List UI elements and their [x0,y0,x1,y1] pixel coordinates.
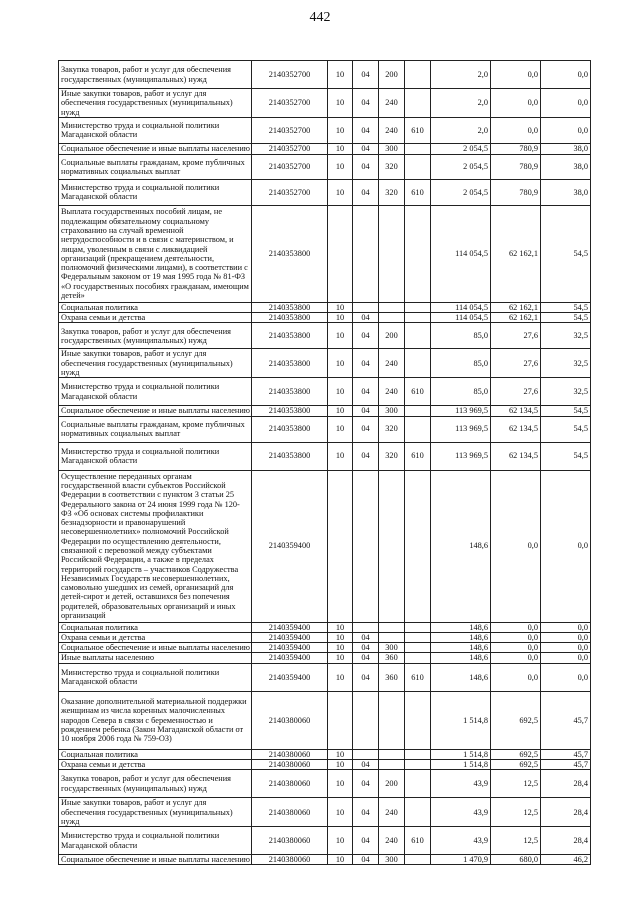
row-name: Министерство труда и социальной политики Магаданской области [59,378,252,406]
executed-amount: 12,5 [491,798,541,827]
row-name: Министерство труда и социальной политики Магаданской области [59,442,252,470]
execution-percent: 0,0 [541,117,591,143]
planned-amount: 1 514,8 [431,749,491,759]
execution-percent: 54,5 [541,313,591,323]
subsection-code: 04 [353,643,379,653]
execution-percent: 32,5 [541,378,591,406]
target-article-code: 2140359400 [252,653,328,663]
planned-amount: 85,0 [431,349,491,378]
target-article-code: 2140359400 [252,643,328,653]
table-row [59,749,591,759]
administrator-code: 610 [405,378,431,406]
target-article-code: 2140353800 [252,313,328,323]
planned-amount: 2,0 [431,117,491,143]
execution-percent: 54,5 [541,416,591,442]
planned-amount: 148,6 [431,643,491,653]
table-row [59,663,591,691]
table-row [59,691,591,749]
planned-amount: 1 514,8 [431,759,491,769]
row-name: Закупка товаров, работ и услуг для обеспечения государственных (муниципальных) нужд [59,61,252,89]
subsection-code: 04 [353,442,379,470]
planned-amount: 113 969,5 [431,416,491,442]
executed-amount: 0,0 [491,663,541,691]
execution-percent: 0,0 [541,643,591,653]
subsection-code: 04 [353,154,379,179]
expense-type-code [379,749,405,759]
section-code [328,470,353,622]
row-name: Социальная политика [59,622,252,632]
planned-amount: 113 969,5 [431,442,491,470]
section-code: 10 [328,89,353,118]
expense-type-code: 240 [379,378,405,406]
expense-type-code: 320 [379,416,405,442]
section-code: 10 [328,442,353,470]
execution-percent: 32,5 [541,323,591,349]
administrator-code [405,205,431,302]
table-row [59,653,591,663]
execution-percent: 38,0 [541,154,591,179]
table-row [59,759,591,769]
administrator-code [405,770,431,798]
executed-amount: 0,0 [491,117,541,143]
row-name: Иные закупки товаров, работ и услуг для обеспечения государственных (муниципальных) нужд [59,798,252,827]
table-row [59,205,591,302]
subsection-code [353,302,379,312]
executed-amount: 0,0 [491,643,541,653]
administrator-code [405,313,431,323]
table-row [59,827,591,855]
planned-amount: 2 054,5 [431,143,491,154]
row-name: Иные выплаты населению [59,653,252,663]
subsection-code: 04 [353,143,379,154]
subsection-code: 04 [353,179,379,205]
section-code: 10 [328,827,353,855]
section-code: 10 [328,622,353,632]
executed-amount: 12,5 [491,770,541,798]
table-row [59,770,591,798]
expense-type-code: 300 [379,143,405,154]
section-code: 10 [328,770,353,798]
planned-amount: 2,0 [431,89,491,118]
subsection-code: 04 [353,349,379,378]
planned-amount: 2 054,5 [431,179,491,205]
section-code: 10 [328,349,353,378]
target-article-code: 2140353800 [252,378,328,406]
row-name: Оказание дополнительной материальной поддержки женщинам из числа коренных малочисленных народов Севера в связи с беременностью и рождением ребенка (Закон Магаданской области от 10 ноября 2006 года № 759-ОЗ) [59,691,252,749]
executed-amount: 0,0 [491,89,541,118]
execution-percent: 28,4 [541,798,591,827]
row-name: Социальная политика [59,302,252,312]
expense-type-code: 240 [379,827,405,855]
planned-amount: 148,6 [431,663,491,691]
planned-amount: 2,0 [431,61,491,89]
row-name: Осуществление переданных органам государственной власти субъектов Российской Федерации в соответствии с пунктом 3 статьи 25 Федерального закона от 24 июня 1999 года № 120-ФЗ «Об основах системы профилактики безнадзорности и правонарушений несовершеннолетних» полномочий Российской Федерации по осуществлению деятельности, связанной с перевозкой между субъектами Российской Федерации, а также в пределах территорий государств – участников Содружества Независимых Государств несовершеннолетних, самовольно ушедших из семей, организаций для детей-сирот и детей, оставшихся без попечения родителей, образовательных организаций и иных организаций [59,470,252,622]
executed-amount: 780,9 [491,179,541,205]
planned-amount: 85,0 [431,378,491,406]
section-code [328,205,353,302]
expense-type-code: 200 [379,61,405,89]
executed-amount: 680,0 [491,855,541,865]
target-article-code: 2140359400 [252,632,328,642]
section-code: 10 [328,117,353,143]
target-article-code: 2140353800 [252,406,328,416]
administrator-code [405,416,431,442]
execution-percent: 32,5 [541,349,591,378]
expense-type-code: 300 [379,406,405,416]
section-code: 10 [328,61,353,89]
executed-amount: 62 134,5 [491,416,541,442]
planned-amount: 2 054,5 [431,154,491,179]
row-name: Социальное обеспечение и иные выплаты населению [59,406,252,416]
expense-type-code [379,632,405,642]
execution-percent: 0,0 [541,470,591,622]
table-row [59,61,591,89]
target-article-code: 2140380060 [252,749,328,759]
target-article-code: 2140353800 [252,442,328,470]
planned-amount: 43,9 [431,770,491,798]
execution-percent: 45,7 [541,759,591,769]
subsection-code: 04 [353,378,379,406]
row-name: Выплата государственных пособий лицам, не подлежащим обязательному социальному страхованию на случай временной нетрудоспособности и в связи с материнством, и лицам, уволенным в связи с ликвидацией организаций (прекращением деятельности, полномочий физическими лицами), в соответствии с Федеральным законом от 19 мая 1995 года № 81-ФЗ «О государственных пособиях гражданам, имеющим детей» [59,205,252,302]
execution-percent: 0,0 [541,653,591,663]
row-name: Социальное обеспечение и иные выплаты населению [59,643,252,653]
administrator-code [405,89,431,118]
row-name: Иные закупки товаров, работ и услуг для обеспечения государственных (муниципальных) нужд [59,89,252,118]
row-name: Иные закупки товаров, работ и услуг для обеспечения государственных (муниципальных) нужд [59,349,252,378]
section-code: 10 [328,378,353,406]
subsection-code [353,205,379,302]
planned-amount: 114 054,5 [431,302,491,312]
executed-amount: 27,6 [491,323,541,349]
section-code: 10 [328,179,353,205]
section-code: 10 [328,323,353,349]
subsection-code: 04 [353,855,379,865]
subsection-code: 04 [353,313,379,323]
expense-type-code [379,622,405,632]
administrator-code: 610 [405,663,431,691]
table-row [59,313,591,323]
execution-percent: 0,0 [541,61,591,89]
executed-amount: 62 134,5 [491,442,541,470]
planned-amount: 1 514,8 [431,691,491,749]
administrator-code [405,643,431,653]
section-code: 10 [328,798,353,827]
administrator-code [405,302,431,312]
administrator-code: 610 [405,442,431,470]
planned-amount: 148,6 [431,653,491,663]
execution-percent: 45,7 [541,691,591,749]
expense-type-code: 360 [379,653,405,663]
expense-type-code: 240 [379,798,405,827]
section-code: 10 [328,632,353,642]
subsection-code [353,749,379,759]
expense-type-code [379,691,405,749]
planned-amount: 114 054,5 [431,205,491,302]
subsection-code: 04 [353,61,379,89]
subsection-code: 04 [353,89,379,118]
target-article-code: 2140380060 [252,798,328,827]
expense-type-code: 240 [379,349,405,378]
planned-amount: 43,9 [431,827,491,855]
subsection-code: 04 [353,632,379,642]
target-article-code: 2140352700 [252,143,328,154]
section-code [328,691,353,749]
row-name: Закупка товаров, работ и услуг для обеспечения государственных (муниципальных) нужд [59,323,252,349]
section-code: 10 [328,759,353,769]
section-code: 10 [328,416,353,442]
administrator-code [405,691,431,749]
subsection-code [353,470,379,622]
expense-type-code [379,205,405,302]
execution-percent: 0,0 [541,663,591,691]
execution-percent: 46,2 [541,855,591,865]
expense-type-code: 360 [379,663,405,691]
expense-type-code: 240 [379,89,405,118]
administrator-code [405,749,431,759]
expense-type-code: 240 [379,117,405,143]
executed-amount: 27,6 [491,349,541,378]
table-row [59,378,591,406]
target-article-code: 2140353800 [252,416,328,442]
row-name: Министерство труда и социальной политики Магаданской области [59,117,252,143]
target-article-code: 2140352700 [252,179,328,205]
table-row [59,798,591,827]
target-article-code: 2140380060 [252,691,328,749]
table-row [59,855,591,865]
budget-table [58,60,591,865]
target-article-code: 2140380060 [252,759,328,769]
subsection-code: 04 [353,117,379,143]
section-code: 10 [328,313,353,323]
administrator-code: 610 [405,827,431,855]
target-article-code: 2140353800 [252,302,328,312]
table-row [59,622,591,632]
subsection-code: 04 [353,759,379,769]
execution-percent: 54,5 [541,205,591,302]
target-article-code: 2140359400 [252,663,328,691]
administrator-code [405,61,431,89]
subsection-code [353,691,379,749]
page-number: 442 [309,10,331,25]
executed-amount: 0,0 [491,653,541,663]
table-row [59,302,591,312]
execution-percent: 28,4 [541,827,591,855]
planned-amount: 148,6 [431,470,491,622]
expense-type-code: 200 [379,770,405,798]
administrator-code [405,349,431,378]
row-name: Охрана семьи и детства [59,313,252,323]
execution-percent: 0,0 [541,622,591,632]
section-code: 10 [328,855,353,865]
administrator-code [405,323,431,349]
administrator-code [405,798,431,827]
administrator-code [405,406,431,416]
target-article-code: 2140380060 [252,827,328,855]
planned-amount: 43,9 [431,798,491,827]
target-article-code: 2140380060 [252,770,328,798]
expense-type-code [379,313,405,323]
table-row [59,154,591,179]
expense-type-code: 300 [379,643,405,653]
section-code: 10 [328,663,353,691]
administrator-code [405,653,431,663]
target-article-code: 2140352700 [252,154,328,179]
table-row [59,349,591,378]
expense-type-code: 320 [379,154,405,179]
executed-amount: 62 134,5 [491,406,541,416]
table-row [59,143,591,154]
administrator-code [405,632,431,642]
table-row [59,643,591,653]
executed-amount: 62 162,1 [491,313,541,323]
row-name: Социальное обеспечение и иные выплаты населению [59,855,252,865]
executed-amount: 780,9 [491,143,541,154]
target-article-code: 2140380060 [252,855,328,865]
row-name: Социальные выплаты гражданам, кроме публичных нормативных социальных выплат [59,416,252,442]
execution-percent: 54,5 [541,442,591,470]
planned-amount: 148,6 [431,632,491,642]
table-row [59,89,591,118]
target-article-code: 2140353800 [252,349,328,378]
executed-amount: 692,5 [491,691,541,749]
section-code: 10 [328,749,353,759]
execution-percent: 54,5 [541,406,591,416]
executed-amount: 780,9 [491,154,541,179]
subsection-code [353,622,379,632]
target-article-code: 2140359400 [252,622,328,632]
subsection-code: 04 [353,416,379,442]
section-code: 10 [328,143,353,154]
execution-percent: 28,4 [541,770,591,798]
execution-percent: 54,5 [541,302,591,312]
target-article-code: 2140352700 [252,89,328,118]
table-row [59,179,591,205]
section-code: 10 [328,154,353,179]
subsection-code: 04 [353,323,379,349]
execution-percent: 45,7 [541,749,591,759]
subsection-code: 04 [353,663,379,691]
subsection-code: 04 [353,653,379,663]
executed-amount: 692,5 [491,749,541,759]
table-row [59,406,591,416]
planned-amount: 114 054,5 [431,313,491,323]
executed-amount: 12,5 [491,827,541,855]
section-code: 10 [328,643,353,653]
expense-type-code [379,302,405,312]
table-row [59,632,591,642]
row-name: Министерство труда и социальной политики Магаданской области [59,663,252,691]
executed-amount: 0,0 [491,470,541,622]
table-row [59,117,591,143]
executed-amount: 62 162,1 [491,302,541,312]
execution-percent: 0,0 [541,632,591,642]
subsection-code: 04 [353,770,379,798]
section-code: 10 [328,406,353,416]
row-name: Охрана семьи и детства [59,759,252,769]
executed-amount: 27,6 [491,378,541,406]
target-article-code: 2140352700 [252,117,328,143]
administrator-code [405,143,431,154]
row-name: Социальное обеспечение и иные выплаты населению [59,143,252,154]
row-name: Социальные выплаты гражданам, кроме публичных нормативных социальных выплат [59,154,252,179]
subsection-code: 04 [353,406,379,416]
table-body [59,61,591,865]
planned-amount: 85,0 [431,323,491,349]
executed-amount: 0,0 [491,632,541,642]
administrator-code [405,759,431,769]
execution-percent: 38,0 [541,143,591,154]
planned-amount: 1 470,9 [431,855,491,865]
section-code: 10 [328,653,353,663]
expense-type-code [379,759,405,769]
row-name: Социальная политика [59,749,252,759]
execution-percent: 38,0 [541,179,591,205]
expense-type-code: 200 [379,323,405,349]
planned-amount: 113 969,5 [431,406,491,416]
target-article-code: 2140352700 [252,61,328,89]
subsection-code: 04 [353,798,379,827]
executed-amount: 692,5 [491,759,541,769]
target-article-code: 2140359400 [252,470,328,622]
execution-percent: 0,0 [541,89,591,118]
target-article-code: 2140353800 [252,323,328,349]
table-row [59,323,591,349]
executed-amount: 0,0 [491,61,541,89]
administrator-code [405,470,431,622]
planned-amount: 148,6 [431,622,491,632]
executed-amount: 0,0 [491,622,541,632]
administrator-code: 610 [405,117,431,143]
expense-type-code: 300 [379,855,405,865]
section-code: 10 [328,302,353,312]
administrator-code [405,622,431,632]
administrator-code: 610 [405,179,431,205]
administrator-code [405,855,431,865]
subsection-code: 04 [353,827,379,855]
target-article-code: 2140353800 [252,205,328,302]
row-name: Министерство труда и социальной политики Магаданской области [59,827,252,855]
executed-amount: 62 162,1 [491,205,541,302]
expense-type-code: 320 [379,179,405,205]
table-row [59,416,591,442]
row-name: Министерство труда и социальной политики Магаданской области [59,179,252,205]
row-name: Закупка товаров, работ и услуг для обеспечения государственных (муниципальных) нужд [59,770,252,798]
expense-type-code: 320 [379,442,405,470]
row-name: Охрана семьи и детства [59,632,252,642]
administrator-code [405,154,431,179]
table-row [59,470,591,622]
table-row [59,442,591,470]
expense-type-code [379,470,405,622]
